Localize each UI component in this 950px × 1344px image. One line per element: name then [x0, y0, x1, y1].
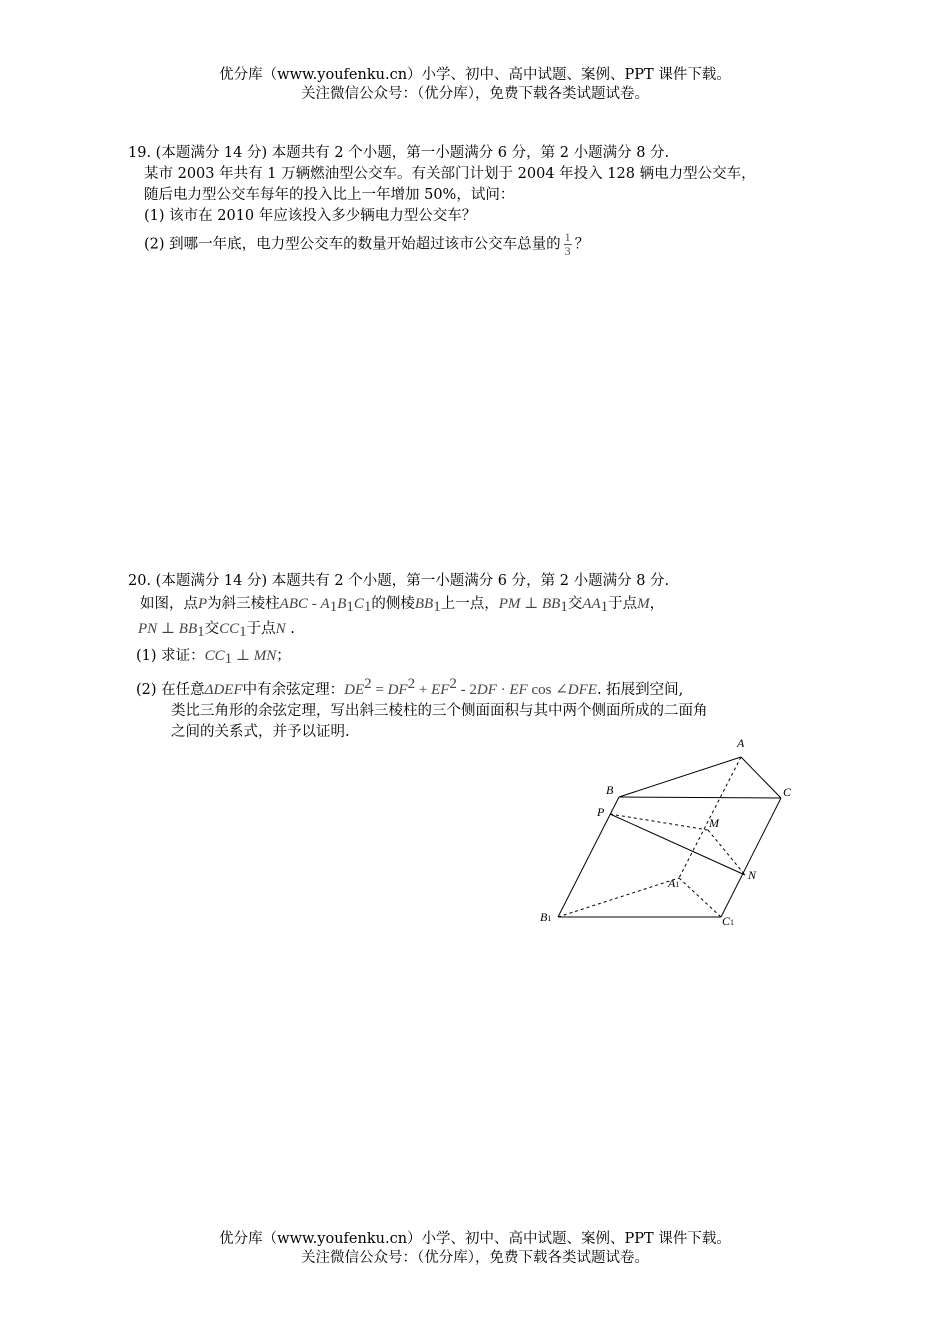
q19-part-1: (1) 该市在 2010 年应该投入多少辆电力型公交车？: [144, 208, 477, 224]
subscript: 1: [433, 599, 441, 615]
label-C1-base: C: [722, 914, 731, 928]
equals: =: [371, 682, 388, 698]
label-P: P: [597, 805, 605, 819]
label-C1-sub: 1: [730, 918, 735, 927]
perp-symbol: ⊥: [520, 596, 542, 612]
label-A1-sub: 1: [675, 880, 680, 889]
q19-part-2-end: ？: [574, 236, 590, 253]
q20-part-1: [128, 646, 828, 670]
math-PM: PM: [498, 596, 521, 612]
subscript: 1: [600, 599, 609, 615]
label-B1-base: B: [540, 910, 548, 924]
question-20: [128, 571, 828, 743]
q20-line-1: [128, 594, 828, 618]
fraction-numerator: 1: [564, 230, 571, 244]
math-DE: DE: [344, 682, 365, 698]
math-EF: EF: [509, 682, 528, 698]
segment-MN: [708, 830, 745, 875]
math-BB1: BB: [541, 596, 561, 612]
text: 如图，点: [140, 596, 198, 612]
segment-PN: [610, 814, 745, 875]
q19-body-1: 某市 2003 年共有 1 万辆燃油型公交车。有关部门计划于 2004 年投入 128 辆电力型公交车，: [144, 166, 756, 182]
superscript: 2: [407, 676, 416, 692]
q20-part-2: [128, 674, 828, 701]
math-MN: MN: [253, 648, 277, 664]
math-A1: A: [320, 596, 330, 612]
edge-AC: [741, 757, 781, 798]
q19-part-2-text: (2) 到哪一年底，电力型公交车的数量开始超过该市公交车总量的: [144, 236, 561, 253]
page-header: [0, 66, 950, 104]
label-A1-base: A: [668, 876, 676, 890]
header-line-2: 关注微信公众号：（优分库），免费下载各类试题试卷。: [301, 86, 649, 102]
math-P: P: [198, 596, 208, 612]
math-ABC: ABC: [279, 596, 309, 612]
math-CC1: CC: [219, 621, 240, 637]
edge-CC1: [721, 798, 781, 917]
text: 于点: [246, 621, 276, 637]
text: . 拓展到空间,: [596, 682, 684, 698]
q19-part-2: [128, 231, 828, 258]
fraction-one-third: [564, 231, 572, 258]
question-19: [128, 143, 828, 258]
math-triangle-DEF: ΔDEF: [204, 682, 243, 698]
footer-line-1: 优分库（www.youfenku.cn）小学、初中、高中试题、案例、PPT 课件下载。: [219, 1231, 731, 1247]
minus-two: - 2: [456, 682, 477, 698]
dot: ·: [496, 682, 510, 698]
q19-title: 19. (本题满分 14 分) 本题共有 2 个小题，第一小题满分 6 分，第 2 小题满分 8 分.: [128, 145, 670, 161]
label-B1-sub: 1: [547, 914, 552, 923]
footer-line-2: 关注微信公众号：（优分库），免费下载各类试题试卷。: [301, 1250, 649, 1266]
prism-figure: [530, 730, 810, 945]
plus: +: [415, 682, 432, 698]
edge-A1C1: [679, 878, 721, 917]
subscript: 1: [346, 599, 354, 615]
text: .: [285, 621, 295, 637]
text: (2) 在任意: [136, 682, 205, 698]
subscript: 1: [197, 624, 205, 640]
label-N: N: [748, 868, 757, 882]
math-B1: B: [337, 596, 347, 612]
q20-part-2-line-3: 之间的关系式，并予以证明.: [171, 724, 350, 740]
text: 为斜三棱柱: [207, 596, 280, 612]
q20-title: 20. (本题满分 14 分) 本题共有 2 个小题，第一小题满分 6 分，第 2 小题满分 8 分.: [128, 573, 670, 589]
subscript: 1: [329, 599, 338, 615]
superscript: 2: [449, 676, 457, 692]
edge-BC: [619, 797, 781, 798]
q20-line-2: [128, 619, 828, 643]
math-AA1: AA: [582, 596, 601, 612]
header-line-1: 优分库（www.youfenku.cn）小学、初中、高中试题、案例、PPT 课件下载。: [219, 67, 731, 83]
edge-BB1: [558, 797, 619, 917]
math-PN: PN: [138, 621, 158, 637]
edge-B1A1: [558, 878, 679, 917]
text: (1) 求证：: [136, 648, 205, 664]
label-C1: [722, 914, 734, 928]
q19-body-2: 随后电力型公交车每年的投入比上一年增加 50%，试问：: [144, 187, 515, 203]
math-DF: DF: [476, 682, 497, 698]
math-DF: DF: [387, 682, 408, 698]
label-A1: [667, 876, 679, 890]
label-B1: [540, 910, 551, 924]
math-BB1: BB: [414, 596, 434, 612]
label-B: B: [606, 783, 614, 797]
subscript: 1: [560, 599, 568, 615]
text: 交: [567, 596, 583, 612]
edge-BA: [619, 757, 741, 797]
math-C1: C: [353, 596, 364, 612]
label-C: C: [783, 785, 792, 799]
subscript: 1: [363, 599, 372, 615]
text: 于点: [608, 596, 638, 612]
text: 中有余弦定理：: [242, 682, 345, 698]
fraction-denominator: 3: [564, 244, 571, 258]
text: ；: [276, 648, 291, 664]
text: ，: [649, 596, 665, 612]
math-N: N: [275, 621, 286, 637]
perp-symbol: ⊥: [157, 621, 179, 637]
q20-part-2-line-2: 类比三角形的余弦定理，写出斜三棱柱的三个侧面面积与其中两个侧面所成的二面角: [171, 703, 708, 719]
cos-angle: cos ∠: [527, 682, 568, 698]
math-dash: -: [308, 596, 321, 612]
math-M: M: [637, 596, 650, 612]
text: 上一点，: [440, 596, 499, 612]
page-footer: [0, 1230, 950, 1268]
text: 交: [204, 621, 220, 637]
subscript: 1: [224, 651, 233, 667]
math-CC1: CC: [204, 648, 225, 664]
superscript: 2: [364, 676, 372, 692]
math-BB1: BB: [178, 621, 198, 637]
text: 的侧棱: [371, 596, 415, 612]
math-EF: EF: [431, 682, 450, 698]
math-DFE: DFE: [567, 682, 597, 698]
label-M: M: [709, 816, 719, 830]
perp-symbol: ⊥: [232, 648, 254, 664]
segment-PM: [610, 814, 708, 830]
subscript: 1: [239, 624, 247, 640]
label-A: A: [737, 736, 745, 750]
